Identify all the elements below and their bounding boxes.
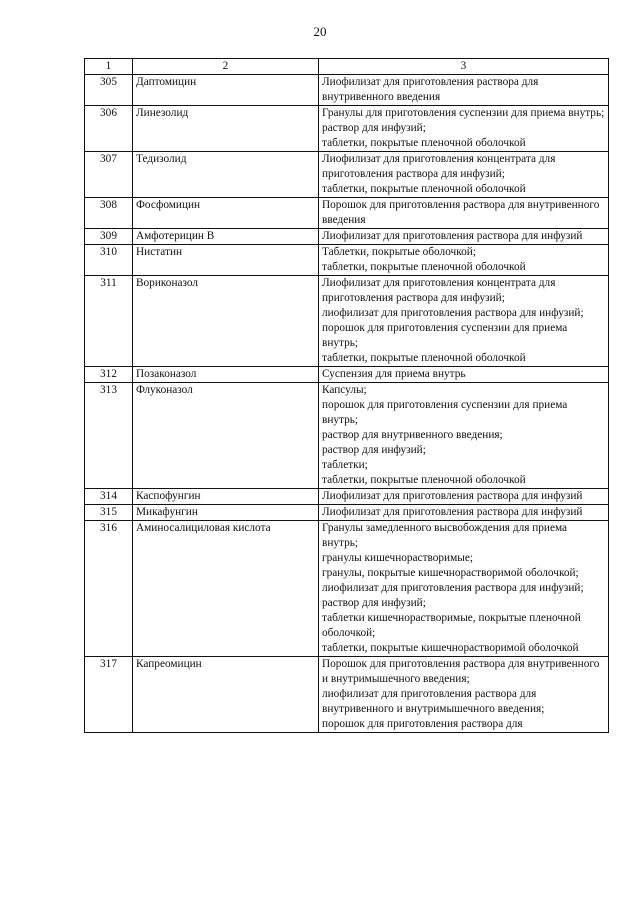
drug-name: Аминосалициловая кислота (133, 521, 319, 657)
drug-table (84, 58, 609, 733)
table-row (85, 489, 609, 505)
drug-name: Позаконазол (133, 367, 319, 383)
dosage-form-item: гранулы, покрытые кишечнорастворимой оболочкой; (322, 567, 579, 579)
table-row (85, 106, 609, 152)
dosage-form-item: Лиофилизат для приготовления раствора для внутривенного введения (322, 76, 539, 103)
dosage-form-item: таблетки, покрытые пленочной оболочкой (322, 474, 526, 486)
row-number: 317 (85, 657, 133, 733)
table-body (85, 75, 609, 733)
dosage-forms (319, 276, 609, 367)
drug-name: Амфотерицин В (133, 229, 319, 245)
dosage-form-item: таблетки, покрытые пленочной оболочкой (322, 261, 526, 273)
column-header-3: 3 (319, 59, 609, 75)
dosage-form-item: таблетки, покрытые пленочной оболочкой (322, 352, 526, 364)
drug-name: Нистатин (133, 245, 319, 276)
drug-name: Тедизолид (133, 152, 319, 198)
dosage-form-item: Лиофилизат для приготовления раствора для инфузий (322, 506, 583, 518)
table-row (85, 367, 609, 383)
dosage-form-item: таблетки; (322, 459, 368, 471)
table-row (85, 383, 609, 489)
dosage-form-item: лиофилизат для приготовления раствора для инфузий; (322, 582, 584, 594)
dosage-form-item: Лиофилизат для приготовления концентрата для приготовления раствора для инфузий; (322, 277, 556, 304)
row-number: 309 (85, 229, 133, 245)
dosage-forms (319, 152, 609, 198)
dosage-forms (319, 245, 609, 276)
page-number: 20 (313, 24, 327, 39)
dosage-forms (319, 657, 609, 733)
row-number: 313 (85, 383, 133, 489)
dosage-form-item: Лиофилизат для приготовления концентрата для приготовления раствора для инфузий; (322, 153, 556, 180)
table-row (85, 229, 609, 245)
dosage-forms (319, 489, 609, 505)
column-header-1: 1 (85, 59, 133, 75)
drug-name: Фосфомицин (133, 198, 319, 229)
dosage-form-item: таблетки, покрытые кишечнорастворимой оболочкой (322, 642, 579, 654)
dosage-form-item: таблетки, покрытые пленочной оболочкой (322, 183, 526, 195)
drug-name: Даптомицин (133, 75, 319, 106)
dosage-form-item: лиофилизат для приготовления раствора для внутривенного и внутримышечного введения; (322, 688, 545, 715)
drug-name: Капреомицин (133, 657, 319, 733)
dosage-forms (319, 521, 609, 657)
dosage-form-item: Гранулы для приготовления суспензии для приема внутрь; (322, 107, 605, 119)
dosage-form-item: Лиофилизат для приготовления раствора для инфузий (322, 490, 583, 502)
table-row (85, 657, 609, 733)
dosage-forms (319, 505, 609, 521)
table-row (85, 198, 609, 229)
table-row (85, 521, 609, 657)
drug-name: Флуконазол (133, 383, 319, 489)
dosage-form-item: таблетки, покрытые пленочной оболочкой (322, 137, 526, 149)
dosage-forms (319, 106, 609, 152)
dosage-form-item: раствор для внутривенного введения; (322, 429, 503, 441)
dosage-forms (319, 367, 609, 383)
row-number: 316 (85, 521, 133, 657)
row-number: 308 (85, 198, 133, 229)
dosage-form-item: порошок для приготовления суспензии для приема внутрь; (322, 399, 568, 426)
drug-name: Линезолид (133, 106, 319, 152)
row-number: 312 (85, 367, 133, 383)
dosage-forms (319, 75, 609, 106)
table-row (85, 505, 609, 521)
row-number: 306 (85, 106, 133, 152)
dosage-form-item: раствор для инфузий; (322, 122, 426, 134)
dosage-form-item: Суспензия для приема внутрь (322, 368, 466, 380)
dosage-form-item: Лиофилизат для приготовления раствора для инфузий (322, 230, 583, 242)
table-row (85, 152, 609, 198)
dosage-form-item: раствор для инфузий; (322, 597, 426, 609)
dosage-form-item: Порошок для приготовления раствора для внутривенного введения (322, 199, 600, 226)
table-header-row (85, 59, 609, 75)
row-number: 315 (85, 505, 133, 521)
column-header-2: 2 (133, 59, 319, 75)
dosage-form-item: лиофилизат для приготовления раствора для инфузий; (322, 307, 584, 319)
dosage-form-item: Гранулы замедленного высвобождения для приема внутрь; (322, 522, 568, 549)
table-row (85, 245, 609, 276)
dosage-forms (319, 383, 609, 489)
dosage-form-item: Порошок для приготовления раствора для внутривенного и внутримышечного введения; (322, 658, 600, 685)
row-number: 305 (85, 75, 133, 106)
dosage-form-item: раствор для инфузий; (322, 444, 426, 456)
table-row (85, 75, 609, 106)
drug-name: Вориконазол (133, 276, 319, 367)
dosage-form-item: порошок для приготовления раствора для (322, 718, 523, 730)
dosage-form-item: гранулы кишечнорастворимые; (322, 552, 473, 564)
row-number: 310 (85, 245, 133, 276)
dosage-form-item: таблетки кишечнорастворимые, покрытые пленочной оболочкой; (322, 612, 581, 639)
dosage-form-item: Капсулы; (322, 384, 367, 396)
drug-name: Микафунгин (133, 505, 319, 521)
row-number: 307 (85, 152, 133, 198)
row-number: 314 (85, 489, 133, 505)
dosage-forms (319, 198, 609, 229)
table-row (85, 276, 609, 367)
drug-name: Каспофунгин (133, 489, 319, 505)
dosage-form-item: порошок для приготовления суспензии для приема внутрь; (322, 322, 568, 349)
row-number: 311 (85, 276, 133, 367)
dosage-form-item: Таблетки, покрытые оболочкой; (322, 246, 476, 258)
dosage-forms (319, 229, 609, 245)
